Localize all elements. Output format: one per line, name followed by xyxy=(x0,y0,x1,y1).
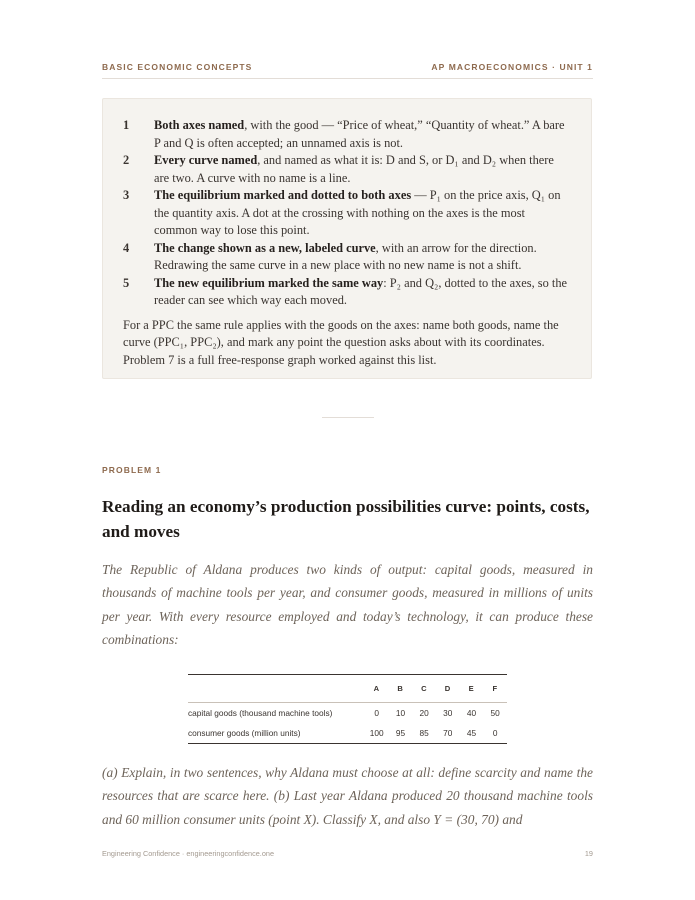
ppc-data-table xyxy=(188,674,507,744)
problem-title: Reading an economy’s production possibilities curve: points, costs, and moves xyxy=(102,497,590,541)
problem-label: PROBLEM 1 xyxy=(102,465,162,475)
table-cell: 85 xyxy=(419,728,429,738)
checklist-item xyxy=(123,152,571,187)
table-cell: 70 xyxy=(443,728,453,738)
checklist-item-heading: The change shown as a new, labeled curve xyxy=(154,240,376,255)
checklist-item xyxy=(123,117,571,152)
table-cell: 0 xyxy=(492,728,498,738)
checklist-item-heading: Every curve named xyxy=(154,153,258,167)
section-divider xyxy=(322,417,374,418)
table-column-header: A xyxy=(373,684,380,693)
running-header xyxy=(102,62,593,74)
checklist-item xyxy=(123,275,571,310)
table-cell: 50 xyxy=(490,708,500,718)
table-header-blank xyxy=(188,675,365,703)
problem-intro: The Republic of Aldana produces two kinds of output: capital goods, measured in thousands of machine tools per year, and consumer goods, measured in millions of units per year. With every resource employed and today’s technology, it can produce these combinations: xyxy=(102,562,593,647)
header-divider xyxy=(102,78,593,79)
table-column-header: D xyxy=(444,684,451,693)
table-cell: 20 xyxy=(419,708,429,718)
checklist-item-text: — P₁ on the price axis, Q₁ on the quantity axis. A dot at the crossing with nothing on the axes is the most common way to lose this point. xyxy=(154,188,561,237)
checklist-item-text: , with the good — “Price of wheat,” “Quantity of wheat.” A bare P and Q is often accepted; an unnamed axis is not. xyxy=(154,118,565,150)
graph-checklist-box xyxy=(102,98,592,379)
table-row-label: capital goods (thousand machine tools) xyxy=(188,708,333,718)
checklist-item-number: 5 xyxy=(123,275,130,290)
checklist-note: For a PPC the same rule applies with the goods on the axes: name both goods, name the curve (PPC₁, PPC₂), and mark any point the question asks about with its coordinates. Problem 7 is a full free-response graph worked against this list. xyxy=(123,317,559,367)
table-cell: 10 xyxy=(395,708,406,718)
table-row xyxy=(188,703,507,724)
table-cell: 40 xyxy=(466,708,477,718)
checklist-item-heading: Both axes named xyxy=(154,118,245,132)
checklist-item-heading: The equilibrium marked and dotted to both axes xyxy=(154,188,412,202)
table-column-header: F xyxy=(492,684,498,693)
table-column-header: C xyxy=(421,684,428,693)
page-number: 19 xyxy=(584,849,593,858)
table-cell: 30 xyxy=(443,708,453,718)
table-column-header: E xyxy=(468,684,475,693)
checklist-item xyxy=(123,240,571,275)
table-cell: 100 xyxy=(369,728,384,738)
table-column-header: B xyxy=(397,684,404,693)
checklist-item-text: , with an arrow for the direction. Redrawing the same curve in a new place with no new name is not a shift. xyxy=(154,240,537,272)
table-cell: 45 xyxy=(466,728,477,738)
checklist-item-number: 3 xyxy=(123,188,130,202)
table-row-label: consumer goods (million units) xyxy=(188,728,301,738)
checklist-item-heading: The new equilibrium marked the same way xyxy=(154,275,384,290)
table-cell: 0 xyxy=(374,708,380,718)
problem-question: (a) Explain, in two sentences, why Aldana must choose at all: define scarcity and name the resources that are scarce here. (b) Last year Aldana produced 20 thousand machine tools and 60 million consumer units (point X). Classify X, and also Y = (30, 70) and xyxy=(102,765,593,827)
footer-site: Engineering Confidence · engineeringconfidence.one xyxy=(102,849,275,858)
checklist-item-number: 4 xyxy=(123,240,130,255)
checklist-item-text: : P₂ and Q₂, dotted to the axes, so the reader can see which way each moved. xyxy=(154,275,568,307)
table-row xyxy=(188,723,507,744)
table-cell: 95 xyxy=(395,728,406,738)
header-course-title: AP MACROECONOMICS · UNIT 1 xyxy=(431,62,593,72)
checklist-item-number: 2 xyxy=(123,153,130,167)
header-section-title: BASIC ECONOMIC CONCEPTS xyxy=(102,62,253,72)
checklist-item-number: 1 xyxy=(123,118,130,132)
checklist-item-text: , and named as what it is: D and S, or D₁ and D₂ when there are two. A curve with no name is a line. xyxy=(154,153,554,185)
table-header-row xyxy=(188,675,507,703)
checklist-item xyxy=(123,187,571,240)
